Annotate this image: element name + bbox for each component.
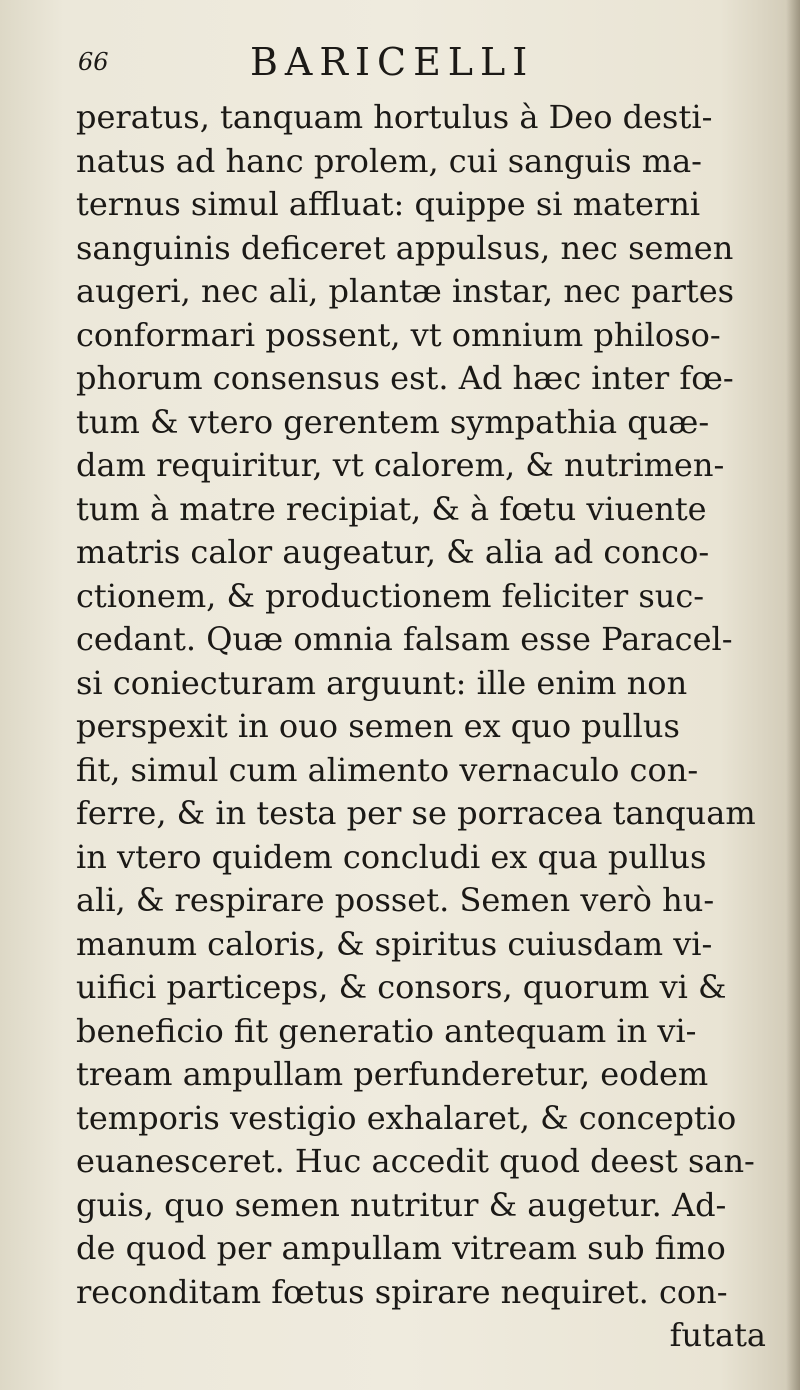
text-line: tum à matre recipiat, & à fœtu viuente [76, 489, 707, 528]
text-line: in vtero quidem concludi ex qua pullus [76, 837, 707, 876]
text-line: euanesceret. Huc accedit quod deest san- [76, 1142, 755, 1180]
text-line: ali, & respirare posset. Semen verò hu- [76, 881, 715, 919]
text-line: phorum consensus est. Ad hæc inter fœ- [76, 359, 734, 397]
page-number: 66 [78, 48, 109, 76]
text-line: perspexit in ouo semen ex quo pullus [76, 707, 680, 745]
text-line: guis, quo semen nutritur & augetur. Ad- [76, 1185, 727, 1224]
text-line: tream ampullam perfunderetur, eodem [76, 1055, 709, 1093]
text-line: matris calor augeatur, & alia ad conco- [76, 533, 710, 571]
page-edge-shadow [786, 0, 800, 1390]
catchword: futata [669, 1316, 766, 1354]
running-head: BARICELLI [250, 40, 535, 84]
text-line: ferre, & in testa per se porracea tanquam [76, 794, 756, 832]
page-header [78, 40, 738, 96]
text-line: ternus simul affluat: quippe si materni [76, 185, 701, 223]
text-line: augeri, nec ali, plantæ instar, nec partes [76, 272, 735, 310]
text-line: fit, simul cum alimento vernaculo con- [76, 750, 699, 789]
text-line: conformari possent, vt omnium philoso- [76, 315, 721, 354]
text-line: cedant. Quæ omnia falsam esse Paracel- [76, 620, 733, 658]
text-line: natus ad hanc prolem, cui sanguis ma- [76, 141, 702, 180]
text-line: reconditam fœtus spirare nequiret. con- [76, 1272, 728, 1311]
text-line: beneficio fit generatio antequam in vi- [76, 1011, 697, 1050]
text-line: si coniecturam arguunt: ille enim non [76, 663, 688, 702]
text-line: dam requiritur, vt calorem, & nutrimen- [76, 446, 725, 484]
text-line: sanguinis deficeret appulsus, nec semen [76, 228, 734, 267]
body-text [76, 96, 766, 1366]
text-line: temporis vestigio exhalaret, & conceptio [76, 1098, 737, 1137]
text-line: peratus, tanquam hortulus à Deo desti- [76, 98, 713, 136]
text-line: tum & vtero gerentem sympathia quæ- [76, 402, 710, 441]
text-line: ctionem, & productionem feliciter suc- [76, 576, 705, 615]
text-line: manum caloris, & spiritus cuiusdam vi- [76, 924, 713, 963]
text-line: uifici particeps, & consors, quorum vi & [76, 968, 727, 1006]
text-line: de quod per ampullam vitream sub fimo [76, 1229, 726, 1267]
